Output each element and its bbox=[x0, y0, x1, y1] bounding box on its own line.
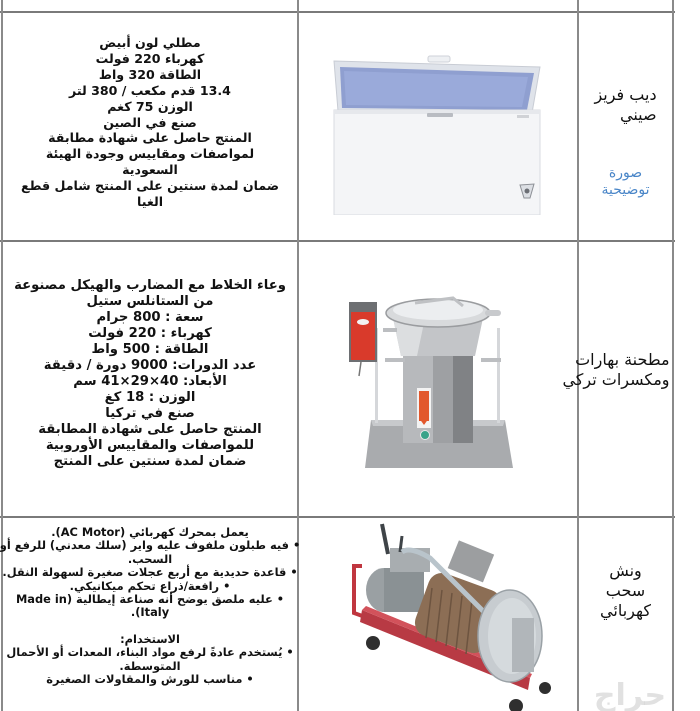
table-border-right bbox=[672, 0, 674, 711]
spec-line: ضمان لمدة سنتين على المنتج شامل قطع bbox=[20, 178, 280, 194]
spec-line: • مناسب للورش والمقاولات الصغيرة bbox=[46, 672, 254, 687]
spec-line: صنع في تركيا bbox=[105, 406, 195, 421]
spec-line: المتوسطة. bbox=[119, 658, 181, 673]
spec-line: الوزن : 18 كغ bbox=[104, 390, 196, 405]
spec-line: السحب. bbox=[127, 551, 173, 566]
row-1-product-cell bbox=[579, 13, 672, 240]
spacer bbox=[0, 620, 300, 633]
spec-line: 13.4 قدم مكعب / 380 لتر bbox=[69, 82, 231, 98]
spec-line: مطلي لون أبيض bbox=[99, 35, 201, 51]
caption-line: صورة bbox=[608, 164, 643, 181]
spec-line: Italy). bbox=[130, 605, 170, 620]
spec-line: الوزن 75 كغم bbox=[107, 98, 193, 114]
row-1-description bbox=[3, 13, 297, 240]
row-2-product-cell bbox=[560, 242, 672, 516]
spec-line: الطاقة 320 واط bbox=[98, 66, 202, 82]
spice-grinder-image bbox=[345, 288, 530, 473]
row-2-description bbox=[3, 242, 297, 516]
spec-line: سعة : 800 جرام bbox=[96, 310, 204, 325]
chest-freezer-image bbox=[330, 55, 550, 215]
illustrative-image-caption bbox=[602, 165, 650, 199]
product-name-line: صيني bbox=[620, 104, 657, 124]
spec-line: للمواصفات والمقاييس الأوروبية bbox=[45, 438, 255, 453]
row-3-product-name bbox=[600, 561, 651, 621]
electric-winch-image bbox=[340, 518, 555, 711]
spec-line: • قاعدة حديدية مع أربع عجلات صغيرة لسهولة النقل. bbox=[2, 565, 298, 580]
spec-line: صنع في الصين bbox=[103, 114, 197, 130]
spec-line: ضمان لمدة سنتين على المنتج bbox=[53, 454, 247, 469]
row-2-product-name bbox=[562, 350, 669, 390]
product-name-line: مطحنة بهارات bbox=[575, 350, 670, 369]
spec-line: • يُستخدم عادةً لرفع مواد البناء، المعدات أو الأحمال bbox=[6, 645, 294, 660]
caption-line: توضيحية bbox=[601, 181, 650, 198]
haraj-watermark-logo: حراج bbox=[593, 678, 667, 711]
spec-line: المنتج حاصل على شهادة مطابقة bbox=[48, 130, 252, 146]
product-name-line: سحب bbox=[605, 581, 646, 600]
row-1-product-name bbox=[594, 85, 656, 125]
spec-line: الغيا bbox=[136, 194, 164, 210]
spec-line: وعاء الخلاط مع المضارب والهيكل مصنوعة bbox=[14, 278, 286, 293]
spec-line: لمواصفات ومقاييس وجودة الهيئة bbox=[45, 146, 255, 162]
spec-line: عدد الدورات: 9000 دورة / دقيقة bbox=[43, 358, 257, 373]
product-name-line: ومكسرات تركي bbox=[562, 370, 670, 389]
spec-line: السعودية bbox=[122, 162, 178, 178]
spec-line: كهرباء 220 فولت bbox=[95, 50, 205, 66]
spec-line: الاستخدام: bbox=[120, 631, 180, 646]
spec-line: • رافعة/ذراع تحكم ميكانيكي. bbox=[69, 578, 231, 593]
spec-line: يعمل بمحرك كهربائي (AC Motor). bbox=[51, 525, 249, 539]
spec-line: • عليه ملصق يوضح أنه صناعة إيطالية (Made in bbox=[15, 592, 285, 607]
spec-line: المنتج حاصل على شهادة المطابقة bbox=[38, 422, 262, 437]
product-name-line: ونش bbox=[609, 561, 642, 580]
spec-line: من الستانلس ستيل bbox=[86, 294, 214, 309]
spec-line: الأبعاد: 40×29×41 سم bbox=[73, 374, 227, 389]
product-name-line: كهربائي bbox=[600, 601, 651, 620]
spec-line: • فيه طبلون ملفوف عليه واير (سلك معدني) للرفع أو bbox=[0, 538, 301, 553]
product-name-line: ديب فريز bbox=[594, 84, 657, 104]
spec-line: الطاقة : 500 واط bbox=[91, 342, 209, 357]
spec-line: كهرباء : 220 فولت bbox=[88, 326, 212, 341]
row-3-description bbox=[0, 518, 301, 711]
